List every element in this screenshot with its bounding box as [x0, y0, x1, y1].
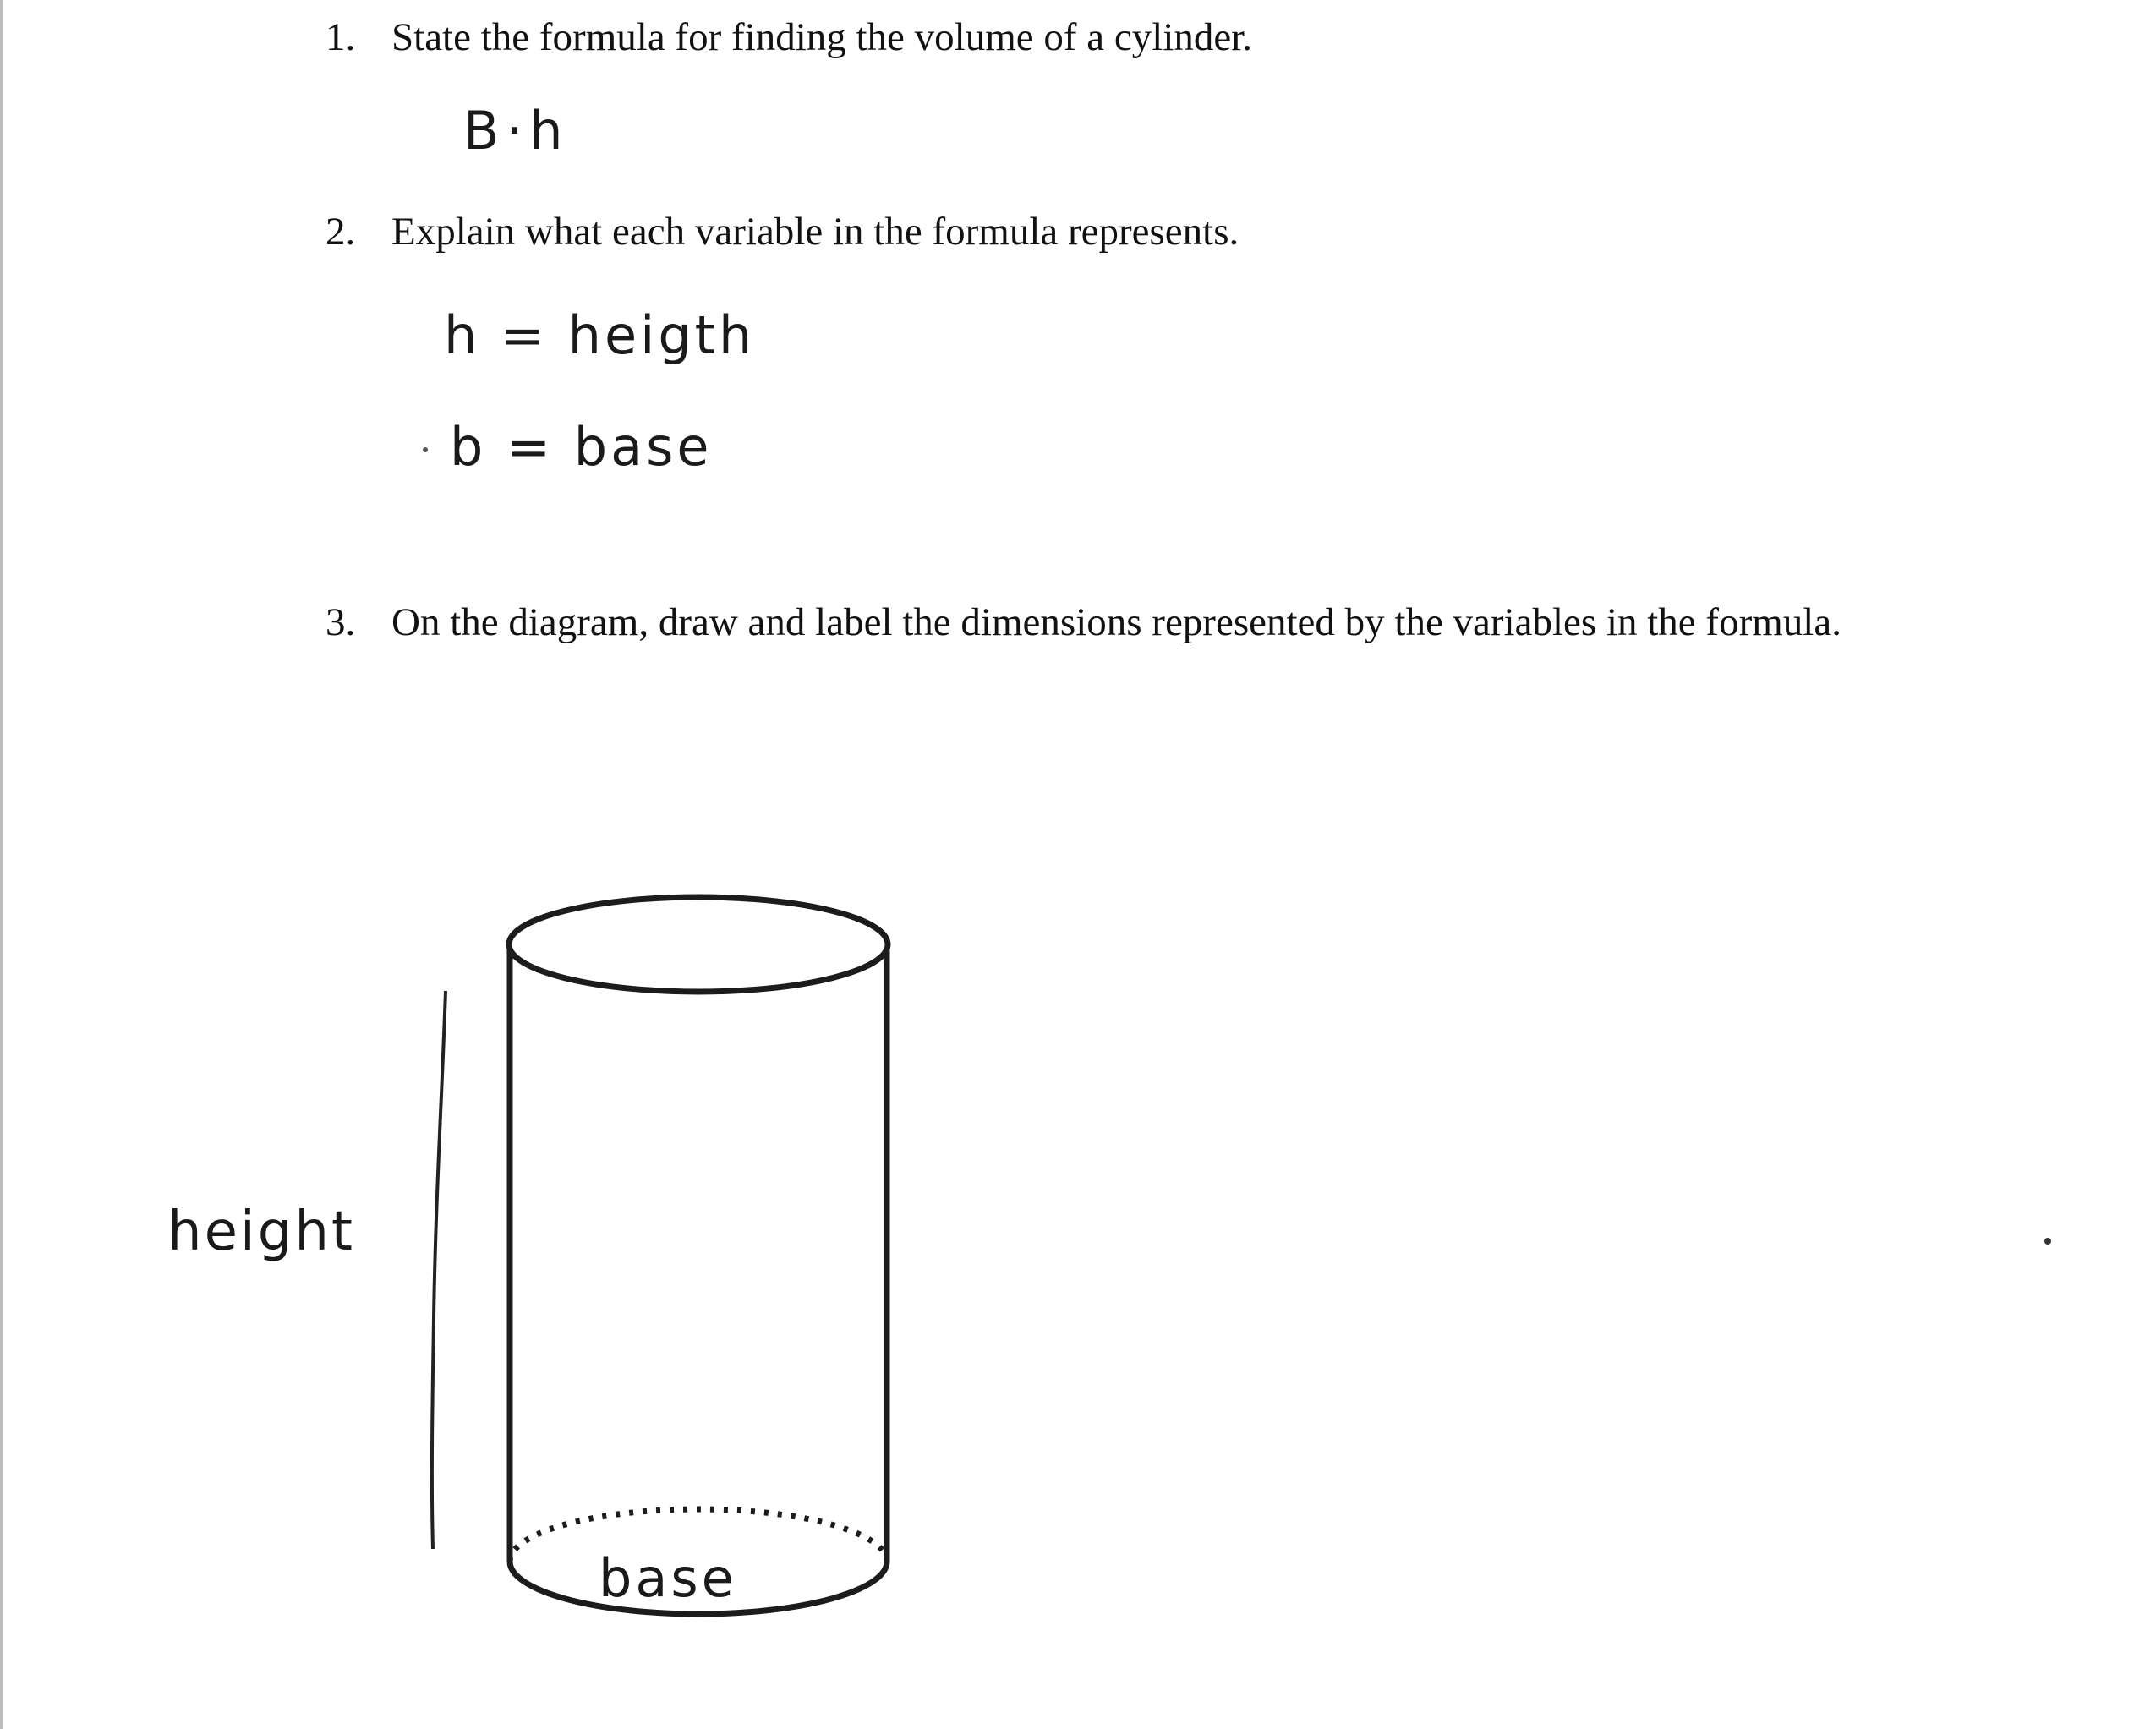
stray-mark [2044, 1238, 2051, 1245]
cylinder-top-ellipse [509, 897, 888, 992]
base-label: base [599, 1547, 737, 1609]
height-dimension-line [432, 991, 446, 1549]
question-3-number: 3. [326, 600, 356, 644]
question-1-text: State the formula for finding the volume of a cylinder. [391, 15, 1253, 59]
variable-h-answer: h = heigth [444, 304, 756, 366]
stray-mark [423, 447, 428, 452]
question-2-number: 2. [326, 210, 356, 254]
question-1-number: 1. [326, 15, 356, 59]
question-2-text: Explain what each variable in the formula represents. [391, 210, 1239, 254]
formula-answer: B·h [463, 100, 570, 161]
question-3-text: On the diagram, draw and label the dimensions represented by the variables in the formula. [391, 600, 1841, 644]
variable-b-answer: b = base [450, 416, 713, 478]
height-label: height [167, 1201, 355, 1263]
